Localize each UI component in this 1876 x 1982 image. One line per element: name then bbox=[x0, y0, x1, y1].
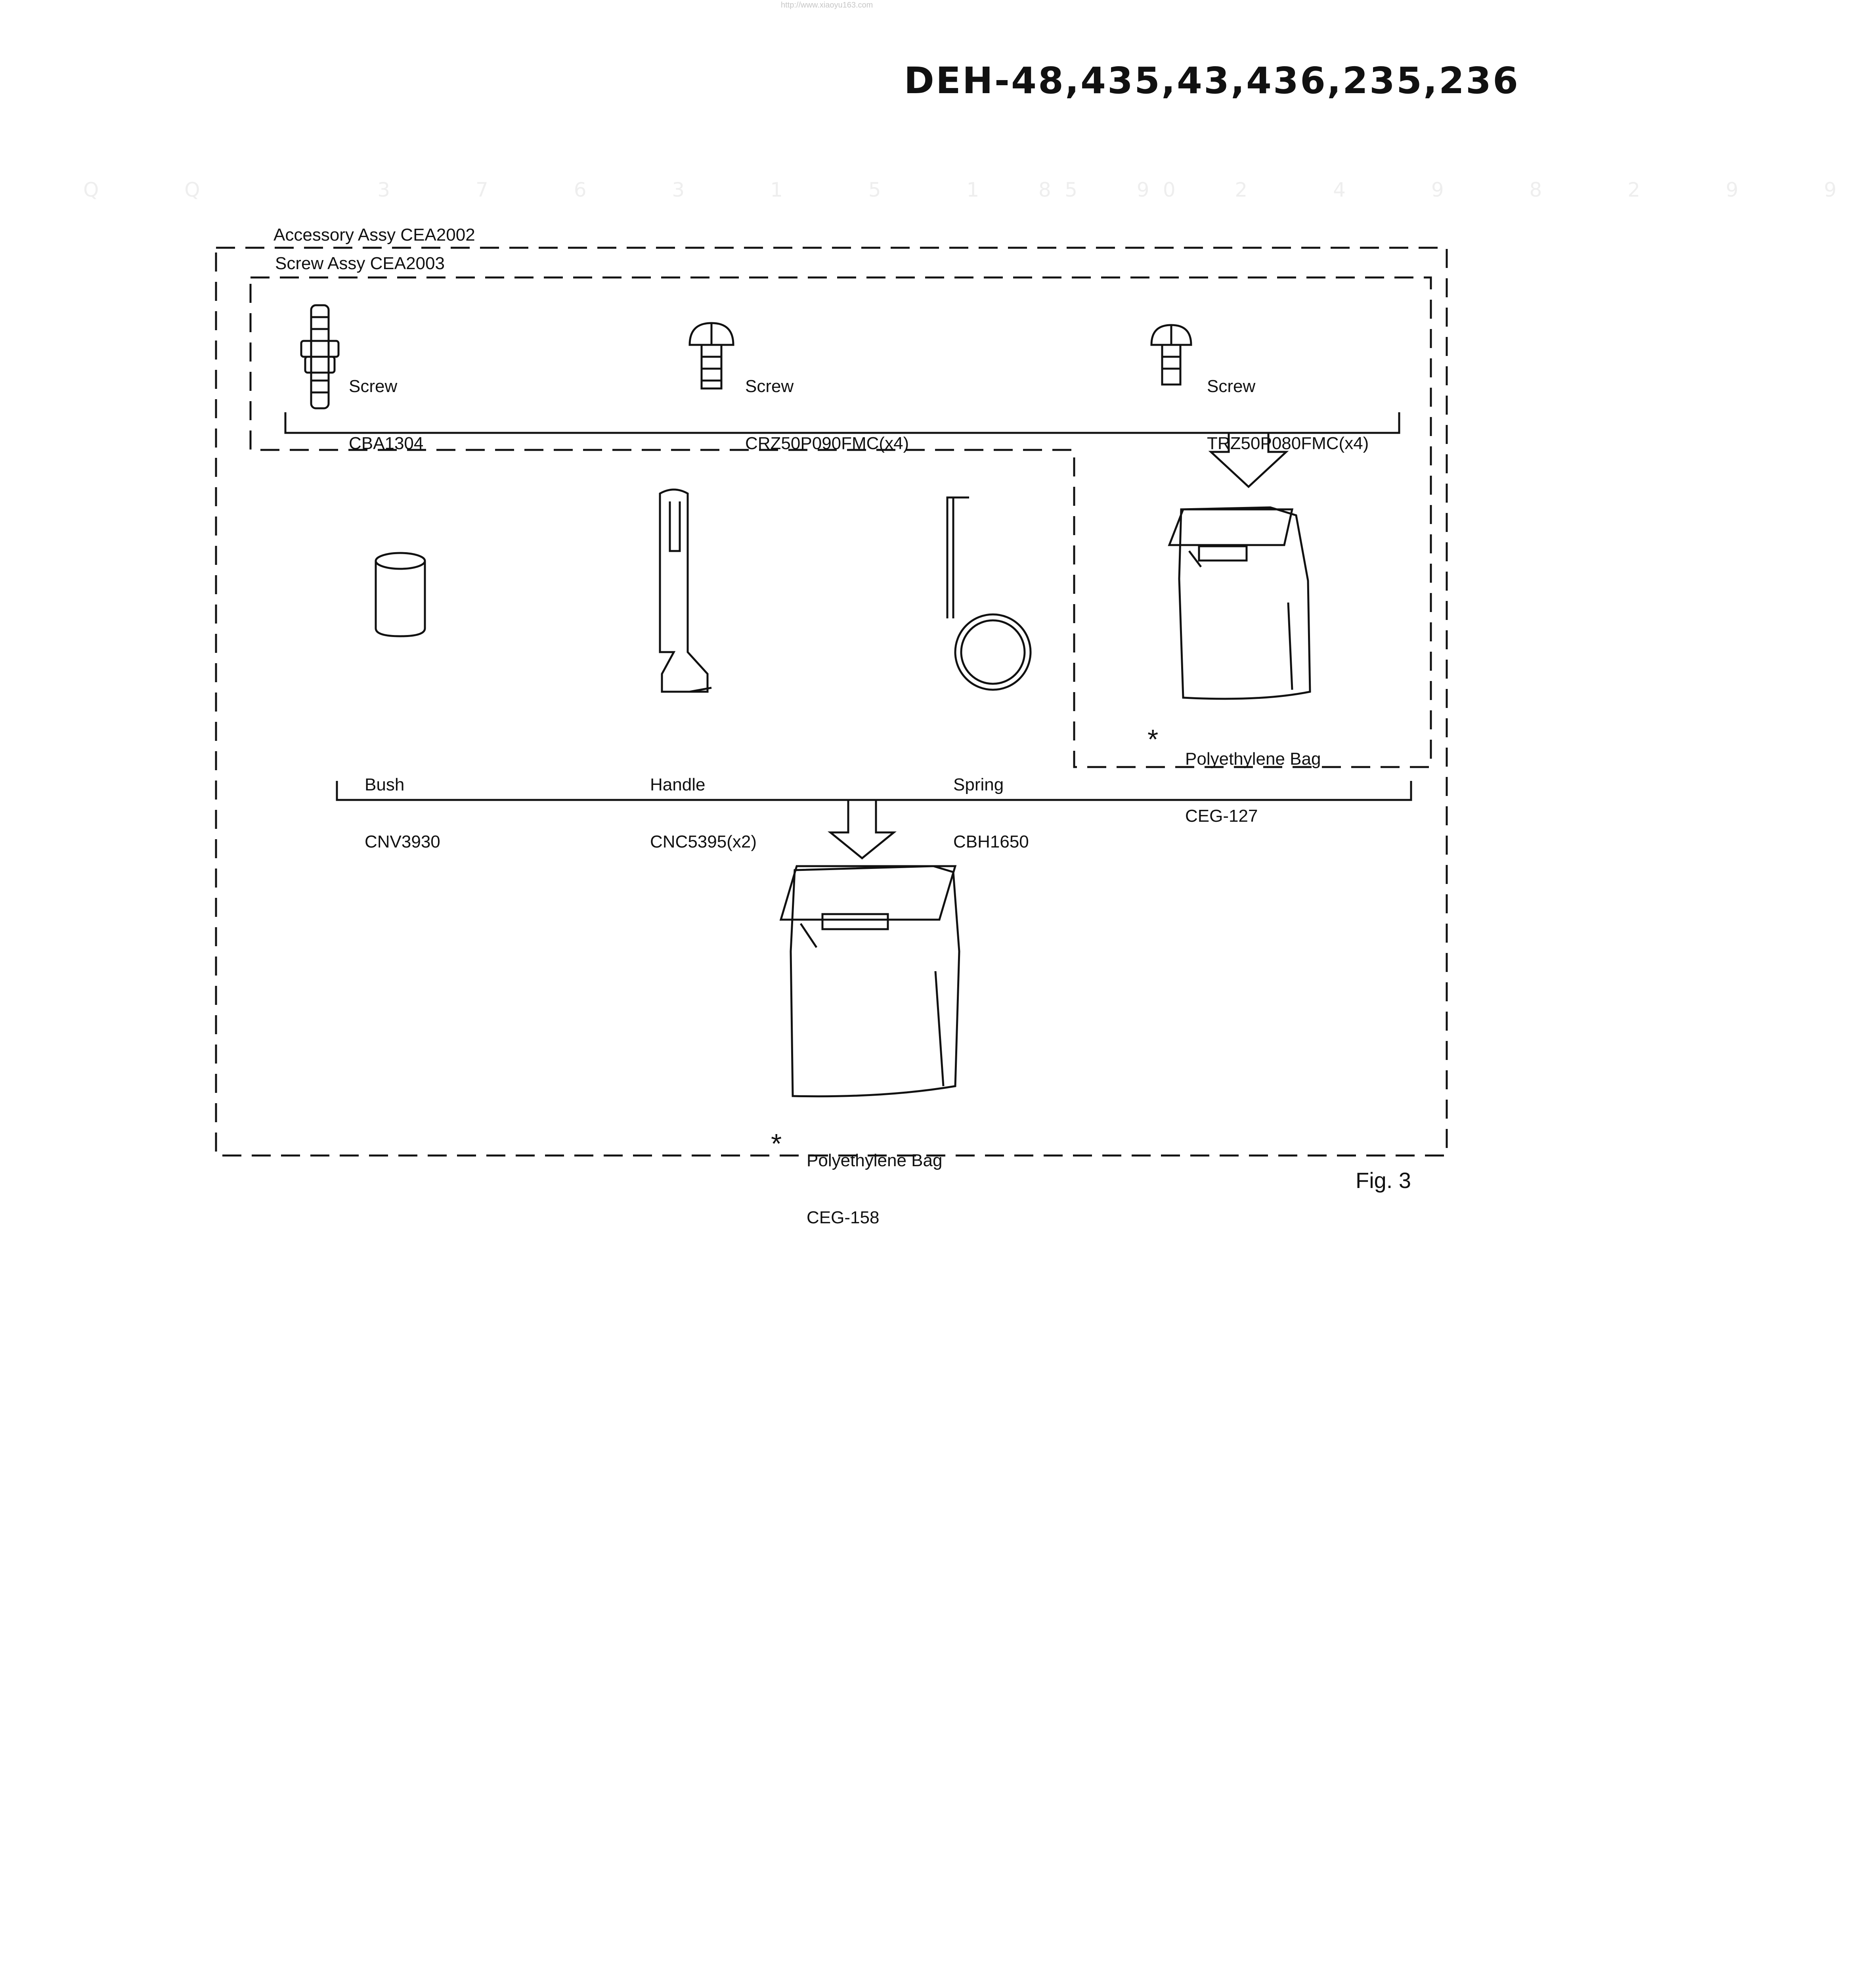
large-bag-label bbox=[807, 1113, 942, 1246]
part-code: TRZ50P080FMC(x4) bbox=[1207, 434, 1369, 453]
part-code: CBA1304 bbox=[349, 434, 424, 453]
watermark-line-2: 8 9 2 4 9 8 2 9 9 bbox=[1038, 178, 1876, 201]
small-bag-icon bbox=[1169, 507, 1310, 699]
screw-1-label bbox=[349, 339, 423, 472]
spring-label bbox=[953, 737, 1029, 870]
figure-caption: Fig. 3 bbox=[1356, 1168, 1411, 1193]
part-name: Polyethylene Bag bbox=[807, 1151, 943, 1170]
watermark-line-1: Q Q 3 7 6 3 1 5 1 5 0 bbox=[83, 178, 1215, 201]
part-code: CEG-127 bbox=[1185, 806, 1258, 826]
parts-arrow bbox=[830, 800, 894, 858]
bush-icon bbox=[376, 553, 425, 636]
part-code: CNV3930 bbox=[365, 832, 440, 851]
part-name: Bush bbox=[365, 775, 405, 794]
threaded-screw-icon bbox=[301, 305, 338, 408]
asterisk-mark: * bbox=[1147, 724, 1159, 755]
pan-head-screw-icon bbox=[1151, 325, 1191, 385]
part-name: Screw bbox=[745, 377, 794, 396]
handle-label bbox=[650, 737, 757, 870]
top-url: http://www.xiaoyu163.com bbox=[781, 1, 873, 10]
handle-icon bbox=[660, 490, 711, 692]
spring-icon bbox=[947, 497, 1031, 690]
part-code: CRZ50P090FMC(x4) bbox=[745, 434, 909, 453]
part-name: Polyethylene Bag bbox=[1185, 749, 1321, 769]
screw-assy-label: Screw Assy CEA2003 bbox=[270, 254, 449, 274]
pan-head-screw-icon bbox=[690, 323, 733, 388]
small-bag-label bbox=[1185, 712, 1321, 845]
part-code: CBH1650 bbox=[953, 832, 1029, 851]
accessory-assy-label: Accessory Assy CEA2002 bbox=[269, 225, 480, 245]
part-code: CEG-158 bbox=[807, 1208, 880, 1227]
part-name: Screw bbox=[1207, 377, 1256, 396]
part-code: CNC5395(x2) bbox=[650, 832, 757, 851]
part-name: Spring bbox=[953, 775, 1004, 794]
screw-3-label bbox=[1207, 339, 1369, 472]
part-name: Screw bbox=[349, 377, 398, 396]
screw-2-label bbox=[745, 339, 909, 472]
model-title: DEH-48,435,43,436,235,236 bbox=[904, 59, 1520, 102]
part-name: Handle bbox=[650, 775, 706, 794]
bush-label bbox=[365, 737, 440, 870]
large-bag-icon bbox=[781, 866, 959, 1096]
asterisk-mark: * bbox=[771, 1128, 782, 1159]
